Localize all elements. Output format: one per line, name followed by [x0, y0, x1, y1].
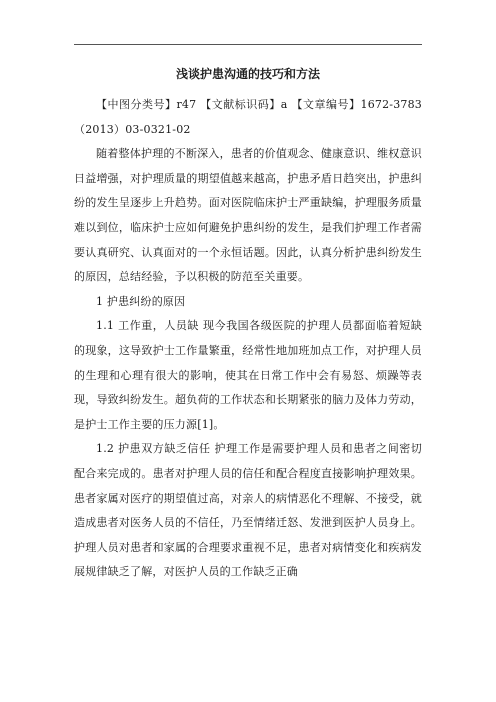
intro-paragraph: 随着整体护理的不断深入，患者的价值观念、健康意识、维权意识 日益增强，对护理质量的期望值越来越高，护患矛盾日趋突出，护患纠纷的发生呈逐步上升趋势。面对医院临床护士严重缺编，护理服务质量难以到位，临床护士应如何避免护患纠纷的发生，是我们护理工作者需要认真研究、认真面对的一个永恒话题。因此，认真分析护患纠纷发生的原因，总结经验，予以积极的防范至关重要。 — [74, 147, 422, 284]
header-rule — [74, 44, 422, 45]
article-title: 浅谈护患沟通的技巧和方法 — [175, 67, 320, 81]
meta-line: 【中图分类号】r47 【文献标识码】a 【文章编号】1672-3783（2013）03-0321-02 — [74, 98, 422, 136]
section-1-1-paragraph: 1.1 工作重，人员缺 现今我国各级医院的护理人员都面临着短缺的现象，这导致护士工作量繁重，经常性地加班加点工作，对护理人员的生理和心理有很大的影响，使其在日常工作中会有易怒、烦躁等表现，导致纠纷发生。超负荷的工作状态和长期紧张的脑力及体力劳动，是护士工作主要的压力源[1]。 — [74, 319, 422, 431]
section-1-heading: 1 护患纠纷的原因 — [96, 294, 186, 308]
article-body — [74, 93, 422, 585]
section-1-2-paragraph: 1.2 护患双方缺乏信任 护理工作是需要护理人员和患者之间密切配合来完成的。患者对护理人员的信任和配合程度直接影响护理效果。患者家属对医疗的期望值过高，对亲人的病情恶化不理解、不接受，就造成患者对医务人员的不信任，乃至情绪迁怒、发泄到医护人员身上。护理人员对患者和家属的合理要求重视不足，患者对病情变化和疾病发展规律缺乏了解，对医护人员的工作缺乏正确 — [74, 442, 422, 579]
